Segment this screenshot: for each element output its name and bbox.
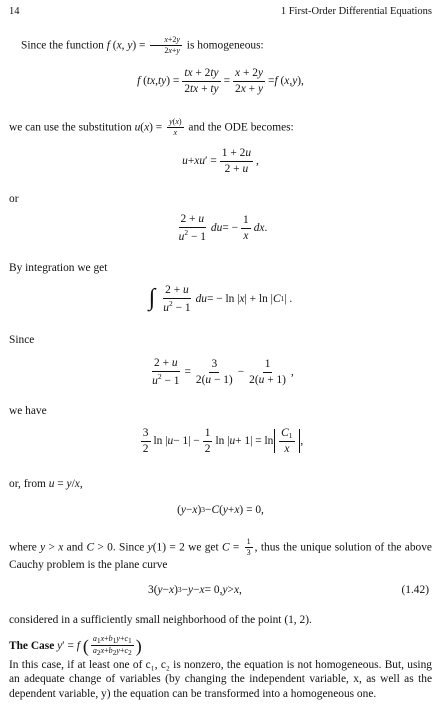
equation-implicit-solution: ( y − x ) 3 − C ( y + x ) = 0, <box>177 504 264 516</box>
equation-plane-curve: 3( y − x ) 3 − y − x = 0, y > x , <box>148 584 242 596</box>
equation-log-form: $\frac{3}{2}$ ln | u − 1| − $\frac{1}{2}$ ln | u + 1| = ln $\frac{C_1}{x}$ , <box>142 427 304 456</box>
paragraph-homogeneous-intro: Since the function f (x, y) = $\frac{x+2y}{2x+y}$ is homogeneous: <box>21 35 264 55</box>
paragraph-cauchy: where y > x and C > 0. Since y(1) = 2 we get C = $\frac{1}{3}$ , thus the unique solution of the above Cauchy problem is the plane curve <box>9 537 432 571</box>
equation-partial-fractions: $\frac{2 + u}{u^2 - 1}$ = $\frac{3}{2(u - 1)}$ − $\frac{1}{2(u + 1)}$ , <box>152 357 294 387</box>
paragraph-substitution: we can use the substitution u(x) = $\frac{y(x)}{x}$ and the ODE becomes: <box>9 117 294 137</box>
text-since: Since <box>9 334 35 346</box>
equation-number: (1.42) <box>401 584 429 596</box>
text-by-integration: By integration we get <box>9 262 108 274</box>
equation-homogeneity: f ( tx , ty ) = $\frac{tx + 2ty}{2tx + ty}$ = $\frac{x + 2y}{2x + y}$ = f ( x , y ), <box>137 67 304 95</box>
text-or: or <box>9 193 19 205</box>
equation-separated: $\frac{2 + u}{u^2 - 1}$ du = − $\frac{1}{x}$ dx . <box>178 213 268 243</box>
running-header: 1 First-Order Differential Equations <box>280 6 432 17</box>
section-heading-the-case: The Case y′ = f ( $\frac{a_1x+b_1y+c_1}{a_2x+b_2y+c_2}$ ) <box>9 634 142 658</box>
paragraph-from-u: or, from u = y/x, <box>9 478 83 490</box>
text-neighborhood: considered in a sufficiently small neighborhood of the point (1, 2). <box>9 614 312 626</box>
page-number: 14 <box>9 6 20 17</box>
equation-integral: ∫ $\frac{2 + u}{u^2 - 1}$ du = − ln | x | + ln | C 1 | . <box>148 284 293 314</box>
text-we-have: we have <box>9 405 47 417</box>
equation-ode-u: u + xu ′ = $\frac{1 + 2u}{2 + u}$ , <box>182 147 259 175</box>
paragraph-change-of-variables: In this case, if at least one of c₁, c₂ is nonzero, the equation is not homogeneous. But, using an adequate change of variables (by changing the independent variable, x, as well as the dependent variable, y) the equation can be transformed into a homogeneous one. <box>9 659 432 700</box>
